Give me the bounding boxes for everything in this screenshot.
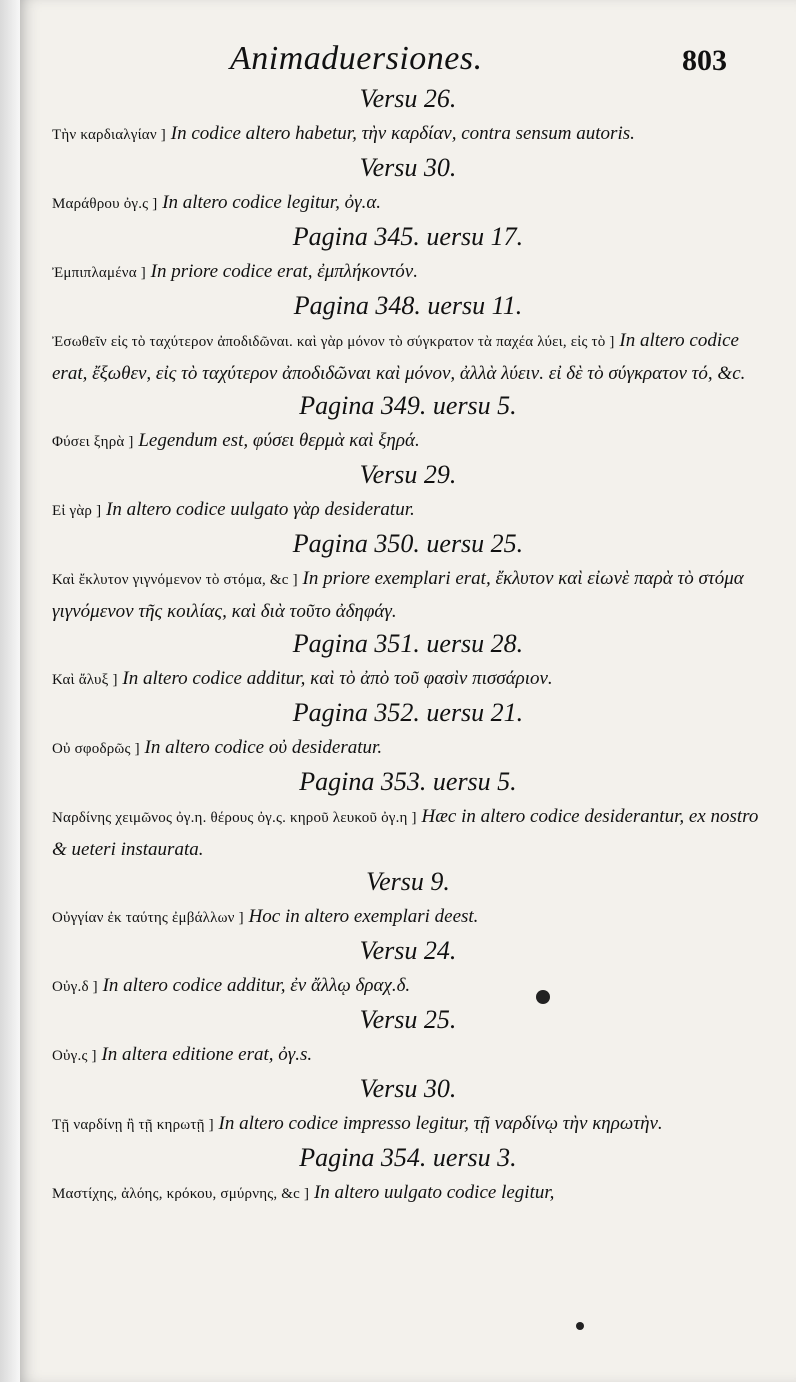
section-heading: Pagina 348. uersu 11. [293, 291, 523, 320]
ink-speck [536, 990, 550, 1004]
section-heading: Pagina 345. uersu 17. [292, 222, 524, 251]
annotation-entry [52, 801, 764, 865]
latin-note: Hoc in altero exemplari deest. [243, 906, 479, 927]
section-heading: Pagina 349. uersu 5. [299, 391, 517, 420]
section-heading: Versu 30. [359, 1074, 457, 1103]
greek-lemma: Οὐ σφοδρῶς ] [52, 741, 140, 757]
section-heading: Pagina 354. uersu 3. [299, 1143, 517, 1172]
greek-lemma: Καὶ ἔκλυτον γιγνόμενον τὸ στόμα, &c ] [52, 572, 298, 588]
section-heading: Versu 30. [359, 153, 457, 182]
section-heading: Versu 25. [359, 1005, 457, 1034]
greek-lemma: Μαράθρου ὀγ.ς ] [52, 196, 158, 212]
running-title: Animaduersiones. [230, 40, 483, 77]
latin-note: In priore exemplari erat, ἔκλυτον καὶ εἰωνὲ παρὰ τὸ στόμα γιγνόμενον τῆς κοιλίας, καὶ διὰ τοῦτο ἀδηφάγ. [52, 568, 744, 622]
greek-lemma: Ἐσωθεῖν εἰς τὸ ταχύτερον ἀποδιδῶναι. καὶ γὰρ μόνον τὸ σύγκρατον τὰ παχέα λύει, εἰς τὸ ] [52, 334, 615, 350]
annotation-entry [52, 732, 764, 765]
greek-lemma: Ναρδίνης χειμῶνος ὀγ.η. θέρους ὀγ.ς. κηροῦ λευκοῦ ὀγ.η ] [52, 810, 417, 826]
annotation-entry [52, 118, 764, 151]
section-heading: Pagina 352. uersu 21. [292, 698, 524, 727]
latin-note: In altero codice additur, ἐν ἄλλῳ δραχ.δ. [97, 975, 411, 996]
latin-note: Legendum est, φύσει θερμὰ καὶ ξηρά. [133, 430, 420, 451]
latin-note: In priore codice erat, ἐμπλήκοντόν. [145, 261, 418, 282]
latin-note: In altero uulgato codice legitur, [309, 1182, 555, 1203]
greek-lemma: Ἐμπιπλαμένα ] [52, 265, 146, 281]
annotation-entry [52, 563, 764, 627]
annotation-entry [52, 1177, 764, 1210]
ink-speck [576, 1322, 584, 1330]
annotation-entry [52, 187, 764, 220]
annotation-entry [52, 256, 764, 289]
greek-lemma: Φύσει ξηρὰ ] [52, 434, 134, 450]
annotation-list [52, 82, 764, 1212]
greek-lemma: Τὴν καρδιαλγίαν ] [52, 127, 166, 143]
greek-lemma: Μαστίχης, ἀλόης, κρόκου, σμύρνης, &c ] [52, 1186, 310, 1202]
greek-lemma: Τῇ ναρδίνῃ ἢ τῇ κηρωτῇ ] [52, 1117, 214, 1133]
greek-lemma: Οὐγγίαν ἐκ ταύτης ἐμβάλλων ] [52, 910, 244, 926]
annotation-entry [52, 1108, 764, 1141]
section-heading: Versu 9. [366, 867, 450, 896]
annotation-entry [52, 325, 764, 389]
book-gutter [0, 0, 20, 1382]
annotation-entry [52, 1039, 764, 1072]
latin-note: In altero codice οὐ desideratur. [139, 737, 383, 758]
latin-note: Hæc in altero codice desiderantur, ex nostro & ueteri instaurata. [52, 806, 759, 860]
latin-note: In altero codice erat, ἔξωθεν, εἰς τὸ ταχύτερον ἀποδιδῶναι καὶ μόνον, ἀλλὰ λύειν. εἰ δὲ τὸ σύγκρατον τό, &c. [52, 330, 746, 384]
section-heading: Versu 24. [359, 936, 457, 965]
latin-note: In altero codice uulgato γὰρ desideratur. [101, 499, 415, 520]
latin-note: In altera editione erat, ὀγ.s. [96, 1044, 313, 1065]
latin-note: In altero codice additur, καὶ τὸ ἀπὸ τοῦ φασὶν πισσάριον. [117, 668, 553, 689]
section-heading: Pagina 350. uersu 25. [292, 529, 524, 558]
latin-note: In altero codice impresso legitur, τῇ ναρδίνῳ τὴν κηρωτὴν. [213, 1113, 663, 1134]
latin-note: In codice altero habetur, τὴν καρδίαν, contra sensum autoris. [166, 123, 635, 144]
section-heading: Versu 26. [359, 84, 457, 113]
latin-note: In altero codice legitur, ὀγ.α. [157, 192, 382, 213]
greek-lemma: Καὶ ἄλυξ ] [52, 672, 118, 688]
greek-lemma: Οὐγ.δ ] [52, 979, 98, 995]
page-number: 803 [682, 44, 727, 77]
annotation-entry [52, 970, 764, 1003]
greek-lemma: Οὐγ.ς ] [52, 1048, 97, 1064]
annotation-entry [52, 663, 764, 696]
annotation-entry [52, 901, 764, 934]
section-heading: Pagina 351. uersu 28. [292, 629, 524, 658]
greek-lemma: Εἰ γὰρ ] [52, 503, 102, 519]
annotation-entry [52, 425, 764, 458]
annotation-entry [52, 494, 764, 527]
section-heading: Versu 29. [359, 460, 457, 489]
book-page [20, 0, 796, 1382]
section-heading: Pagina 353. uersu 5. [299, 767, 517, 796]
